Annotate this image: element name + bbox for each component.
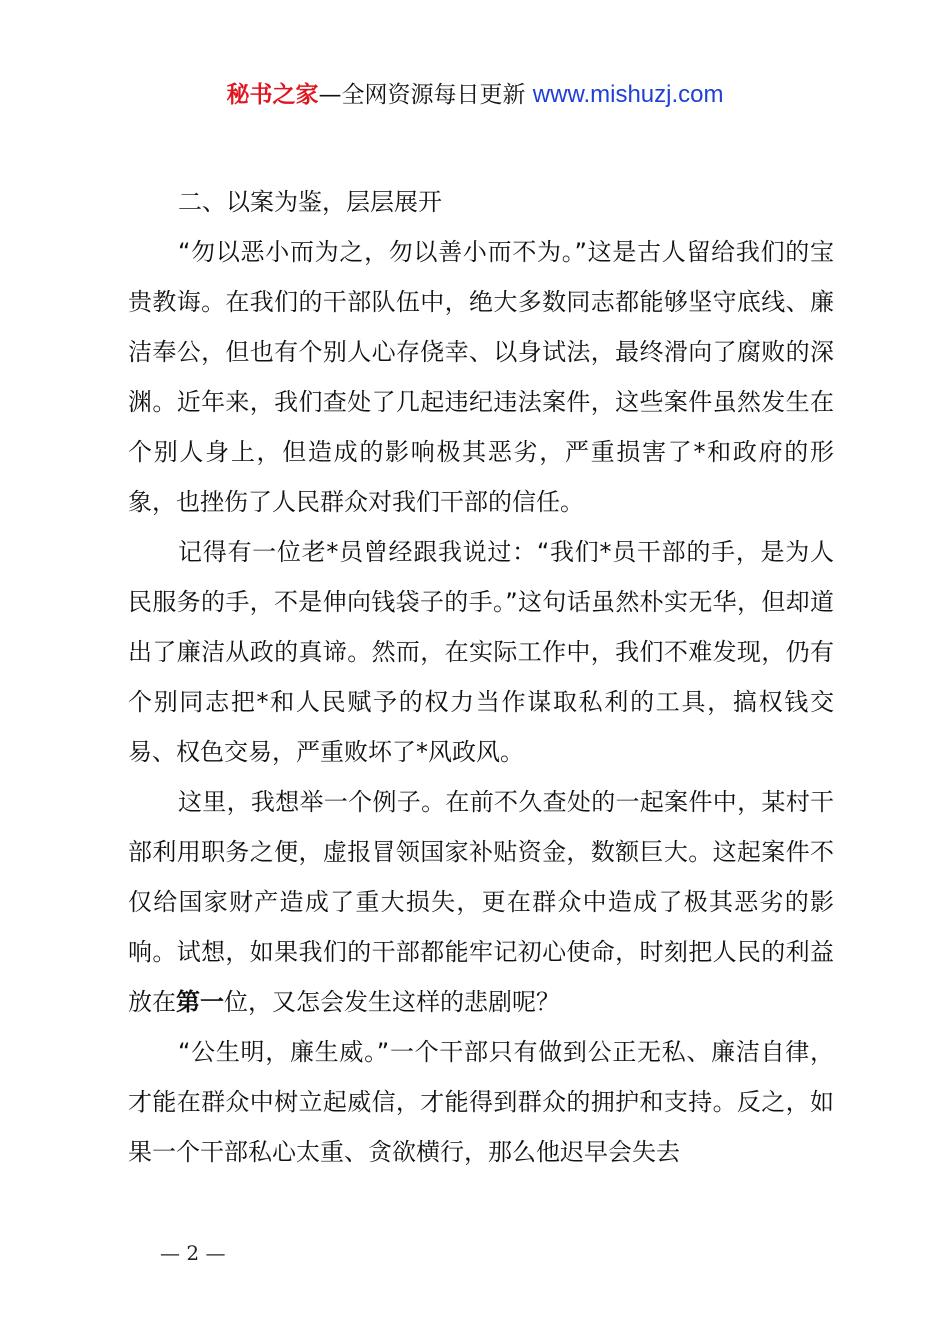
site-tagline: —全网资源每日更新 [318,82,526,108]
site-url-link[interactable]: www.mishuzj.com [532,81,724,108]
section-heading: 二、以案为鉴，层层展开 [178,188,442,216]
paragraph [128,777,834,1027]
site-brand: 秘书之家 [226,82,319,108]
paragraph: “勿以恶小而为之，勿以善小而不为。”这是古人留给我们的宝贵教诲。在我们的干部队伍中，绝大多数同志都能够坚守底线、廉洁奉公，但也有个别人心存侥幸、以身试法，最终滑向了腐败的深渊。近年来，我们查处了几起违纪违法案件，这些案件虽然发生在个别人身上，但造成的影响极其恶劣，严重损害了*和政府的形象，也挫伤了人民群众对我们干部的信任。 [128,238,834,516]
paragraph-text: 位，又怎会发生这样的悲剧呢？ [224,988,560,1016]
emphasis-text: 第一 [176,988,224,1016]
paragraph: 记得有一位老*员曾经跟我说过：“我们*员干部的手，是为人民服务的手，不是伸向钱袋子的手。”这句话虽然朴实无华，但却道出了廉洁从政的真谛。然而，在实际工作中，我们不难发现，仍有个别同志把*和人民赋予的权力当作谋取私利的工具，搞权钱交易、权色交易，严重败坏了*风政风。 [128,538,834,766]
document-body [128,177,834,1177]
paragraph: “公生明，廉生威。”一个干部只有做到公正无私、廉洁自律，才能在群众中树立起威信，才能得到群众的拥护和支持。反之，如果一个干部私心太重、贪欲横行，那么他迟早会失去 [128,1038,834,1166]
site-banner [0,78,950,112]
page-number: — 2 — [160,1241,226,1265]
paragraph-text: 这里，我想举一个例子。在前不久查处的一起案件中，某村干部利用职务之便，虚报冒领国家补贴资金，数额巨大。这起案件不仅给国家财产造成了重大损失，更在群众中造成了极其恶劣的影响。试想，如果我们的干部都能牢记初心使命，时刻把人民的利益放在 [128,788,834,1016]
